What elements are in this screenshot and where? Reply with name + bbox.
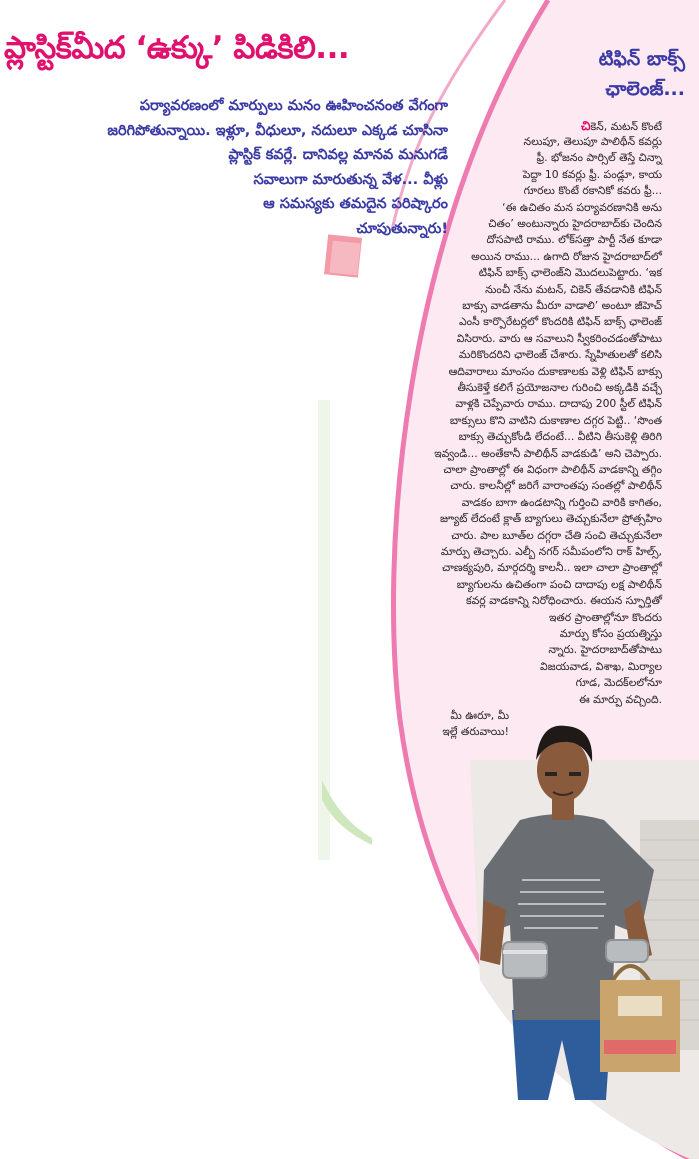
drop-cap-lead: చి — [580, 118, 591, 133]
article-line: తీసుకెళ్తే కలిగే ప్రయోజనాల గురించి అక్కడికి వచ్చే — [457, 381, 662, 394]
article-line: చారు. పాల బూత్‌ల దగ్గరా చేతి సంచి తెచ్చుకునేలా — [451, 528, 662, 542]
intro-line: ప్లాస్టిక్ కవర్లే. దానివల్ల మానవ మనుగడే — [228, 147, 448, 163]
intro-line: సవాలుగా మారుతున్న వేళ... వీళ్లు — [253, 171, 448, 188]
article-line: అయిన రాము... ఉగాది రోజున హైదరాబాద్‌లో — [471, 249, 662, 263]
article-line: ఇల్లే తరువాయి! — [442, 725, 509, 739]
article-line: మీ ఊరూ, మీ — [450, 709, 509, 722]
article-line: దోసపాటి రాము. లోక్‌సత్తా పార్టీ నేత కూడా — [486, 233, 662, 247]
article-line: బాక్సు వాడతాను మీరూ వాడాలి’ అంటూ జీహెచ్ — [462, 299, 662, 312]
headline: ప్లాస్టిక్‌మీద ‘ఉక్కు’ పిడికిలి... — [4, 30, 350, 66]
article-line: ఫ్రీ. భోజనం పార్సిల్ తెస్తే చిన్నా — [536, 151, 662, 165]
article-line: ఇతర ప్రాంతాల్లోనూ కొందరు — [548, 610, 662, 624]
article-line: ఆదివారాలు మాంసం దుకాణాలకు వెళ్లి టిఫిన్ బాక్సు — [448, 364, 662, 378]
article-line: జ్యూట్ లేదంటే క్లాత్ బ్యాగులు తెచ్చుకునేలా ప్రోత్సహిం — [440, 512, 662, 526]
article-line: కవర్ల వాడకాన్ని నిరోధించారు. ఈయన స్ఫూర్తితో — [465, 594, 662, 608]
article-line: టిఫిన్ బాక్స్ ఛాలెంజ్‌ని మొదలుపెట్టారు. ‘ఇక — [478, 266, 662, 280]
article-first-line — [581, 118, 662, 135]
article-line: వాడకం బాగా ఉండటాన్ని గుర్తించి వారికి కాగితం, — [461, 495, 662, 509]
article-line: చితం’ అంటున్నారు హైదరాబాద్‌కు చెందిన — [488, 217, 662, 230]
article-line: విసిరారు. వారు ఆ సవాలుని స్వీకరించడంతోపాటు — [456, 331, 662, 345]
article-line: మార్పు కోసం ప్రయత్నిస్తు — [559, 627, 662, 640]
article-line: ఎంసీ కార్పొరేటర్లలో కొందరికి టిఫిన్ బాక్స్ ఛాలెంజ్ — [458, 315, 662, 329]
side-title-line: ఛాలెంజ్... — [605, 78, 685, 100]
article-line: వాళ్లకి చెప్పేవారు రాము. దాదాపు 200 స్టీల్ టిఫిన్ — [455, 397, 662, 411]
article-line: బ్యాగులను ఉచితంగా పంచి దాదాపు లక్ష పాలిథీన్ — [456, 577, 662, 591]
article-line: ఈ మార్పు వచ్చింది. — [578, 692, 662, 706]
intro-line: చూపుతున్నారు! — [356, 220, 448, 237]
article-line: నుంచీ నేను మటన్, చికెన్ తేవడానికి టిఫిన్ — [485, 282, 662, 296]
side-title-line: టిఫిన్ బాక్స్ — [598, 48, 685, 70]
intro-line: ఆ సమస్యకు తమదైన పరిష్కారం — [263, 196, 448, 212]
article-line: ఇవ్వండి... అంతేకానీ పాలిథీన్ వాడకుడి’ అని చెప్పారు. — [434, 446, 662, 460]
article-line: మరికొందరిని ఛాలెంజ్ చేశారు. స్నేహితులతో కలిసి — [458, 348, 662, 362]
article-line: చారు. కాలనీల్లో జరిగే వారాంతపు సంతల్లో పాలిథీన్ — [450, 479, 662, 493]
article-line: నలుపూ, తెలుపూ పాలిథీన్ కవర్లు — [523, 135, 662, 148]
intro-line: జరిగిపోతున్నాయి. ఇళ్లూ, వీధులూ, నదులూ ఎక్కడ చూసినా — [107, 122, 448, 139]
article-line: పెద్దా 10 కవర్లు ఫ్రీ. పండ్లూ, కాయ — [522, 167, 662, 181]
article-line: మార్పు తెచ్చారు. ఎల్బీ నగర్ సమీపంలోని రాక్ హిల్స్, — [440, 545, 662, 558]
article-line: న్నారు. హైదరాబాద్‌తోపాటు — [548, 643, 662, 657]
article-line: బాక్సులు కొని వాటిని దుకాణాల దగ్గర పెట్టి.. ‘సొంత — [449, 413, 662, 427]
article-line: విజయవాడ, విశాఖ, మిర్యాల — [540, 659, 662, 673]
article-line: బాక్సు తెచ్చుకోండి లేదంటే... వీటిని తీసుకెళ్లి తిరిగి — [458, 430, 662, 444]
article-line: చాలా ప్రాంతాల్లో ఈ విధంగా పాలిథీన్ వాడకాన్ని తగ్గిం — [443, 463, 662, 476]
article-first-text: కెన్, మటన్ కొంటే — [590, 120, 662, 133]
article-line: గూరలు కొంటే రకానికో కవరు ఫ్రీ... — [523, 184, 662, 198]
intro-line: పర్యావరణంలో మార్పులు మనం ఊహించనంత వేగంగా — [139, 98, 448, 114]
article-line: చాణక్యపురి, మార్గదర్శి కాలనీ.. ఇలా చాలా ప్రాంతాల్లో — [441, 561, 662, 575]
article-line: గూడ, మెదక్‌లలోనూ — [575, 676, 662, 690]
article-line: ‘ఈ ఉచితం మన పర్యావరణానికి అను — [502, 200, 662, 214]
